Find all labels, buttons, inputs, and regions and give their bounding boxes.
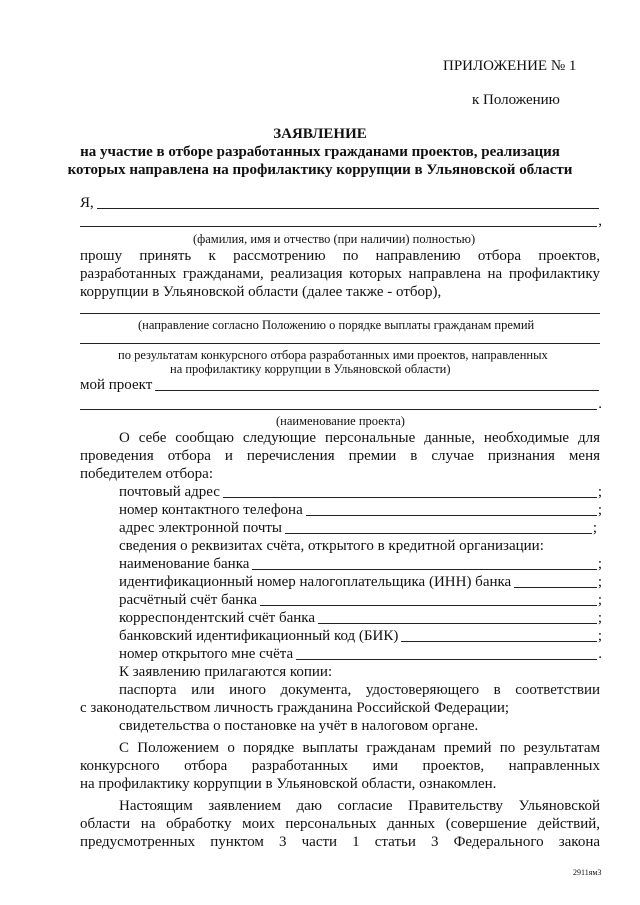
project-caption: (наименование проекта) — [276, 414, 405, 428]
request-line-2: разработанных гражданами, реализация которых направлена на профилактику — [80, 266, 600, 282]
my-account-label: номер открытого мне счёта — [119, 646, 294, 662]
personal-line-2: проведения отбора и перечисления премии в случае признания меня — [80, 448, 600, 464]
consent-line-1: Настоящим заявлением даю согласие Правительству Ульяновской — [119, 798, 600, 814]
bank-inn-row[interactable]: идентификационный номер налогоплательщика (ИНН) банка ; — [119, 574, 602, 590]
project-input-line[interactable] — [155, 390, 599, 391]
fio-input-line[interactable] — [97, 208, 599, 209]
settlement-account-row[interactable]: расчётный счёт банка ; — [119, 592, 602, 608]
project-field-row[interactable] — [80, 376, 600, 394]
copies-line-2: с законодательством личность гражданина Российской Федерации; — [80, 700, 510, 716]
consent-line-2: области на обработку моих персональных данных (совершение действий, — [80, 816, 600, 832]
email-row[interactable]: адрес электронной почты ; — [119, 520, 597, 536]
i-label: Я, — [80, 195, 94, 211]
bank-inn-input[interactable] — [514, 587, 597, 588]
bik-label: банковский идентификационный код (БИК) — [119, 628, 399, 644]
fio-field-row-2[interactable]: , — [80, 212, 602, 230]
copies-line-3: свидетельства о постановке на учёт в налоговом органе. — [119, 718, 479, 734]
title-subline-1: на участие в отборе разработанных гражданами проектов, реализация — [80, 144, 560, 160]
personal-line-1: О себе сообщаю следующие персональные данные, необходимые для — [119, 430, 600, 446]
corr-account-input[interactable] — [318, 623, 597, 624]
email-input[interactable] — [285, 533, 592, 534]
direction-caption-2: по результатам конкурсного отбора разработанных ими проектов, направленных — [118, 348, 548, 362]
document-code: 2911ям3 — [573, 868, 602, 877]
fio-input-line-2[interactable] — [80, 226, 597, 227]
bik-input[interactable] — [401, 641, 596, 642]
direction-input-line[interactable] — [80, 313, 600, 314]
direction-caption-3: на профилактику коррупции в Ульяновской области) — [170, 362, 451, 376]
acq-line-1: С Положением о порядке выплаты гражданам премий по результатам — [119, 740, 600, 756]
bank-inn-label: идентификационный номер налогоплательщика (ИНН) банка — [119, 574, 512, 590]
personal-line-3: победителем отбора: — [80, 466, 213, 482]
fio-caption: (фамилия, имя и отчество (при наличии) полностью) — [193, 232, 476, 246]
bank-name-row[interactable]: наименование банка ; — [119, 556, 602, 572]
project-label: мой проект — [80, 377, 153, 393]
postal-address-row[interactable]: почтовый адрес ; — [119, 484, 602, 500]
direction-caption-1: (направление согласно Положению о порядке выплаты гражданам премий — [138, 318, 535, 332]
bik-row[interactable]: банковский идентификационный код (БИК) ; — [119, 628, 602, 644]
postal-address-input[interactable] — [223, 497, 597, 498]
acq-line-2: конкурсного отбора разработанных ими проектов, направленных — [80, 758, 600, 774]
title-subline-2: которых направлена на профилактику коррупции в Ульяновской области — [67, 162, 573, 178]
regulation-label: к Положению — [472, 92, 560, 108]
email-label: адрес электронной почты — [119, 520, 283, 536]
direction-input-line-2[interactable] — [80, 343, 600, 344]
project-input-line-2[interactable] — [80, 409, 597, 410]
copies-intro: К заявлению прилагаются копии: — [119, 664, 333, 680]
bank-name-label: наименование банка — [119, 556, 250, 572]
bank-name-input[interactable] — [252, 569, 596, 570]
my-account-row[interactable]: номер открытого мне счёта . — [119, 646, 602, 662]
phone-label: номер контактного телефона — [119, 502, 303, 518]
my-account-input[interactable] — [296, 659, 597, 660]
document-title: ЗАЯВЛЕНИЕ — [273, 126, 367, 142]
fio-field-row[interactable] — [80, 194, 600, 212]
request-line-1: прошу принять к рассмотрению по направлению отбора проектов, — [80, 248, 600, 264]
postal-address-label: почтовый адрес — [119, 484, 220, 500]
acq-line-3: на профилактику коррупции в Ульяновской области, ознакомлен. — [80, 776, 497, 792]
corr-account-label: корреспондентский счёт банка — [119, 610, 315, 626]
appendix-label: ПРИЛОЖЕНИЕ № 1 — [443, 58, 577, 74]
copies-line-1: паспорта или иного документа, удостоверяющего в соответствии — [119, 682, 600, 698]
settlement-account-input[interactable] — [260, 605, 597, 606]
phone-input[interactable] — [306, 515, 597, 516]
project-field-row-2[interactable]: . — [80, 395, 602, 413]
request-line-3: коррупции в Ульяновской области (далее также - отбор), — [80, 284, 442, 300]
bank-intro: сведения о реквизитах счёта, открытого в кредитной организации: — [119, 538, 544, 554]
consent-line-3: предусмотренных пунктом 3 части 1 статьи 3 Федерального закона — [80, 834, 600, 850]
phone-row[interactable]: номер контактного телефона ; — [119, 502, 602, 518]
corr-account-row[interactable]: корреспондентский счёт банка ; — [119, 610, 602, 626]
settlement-account-label: расчётный счёт банка — [119, 592, 258, 608]
